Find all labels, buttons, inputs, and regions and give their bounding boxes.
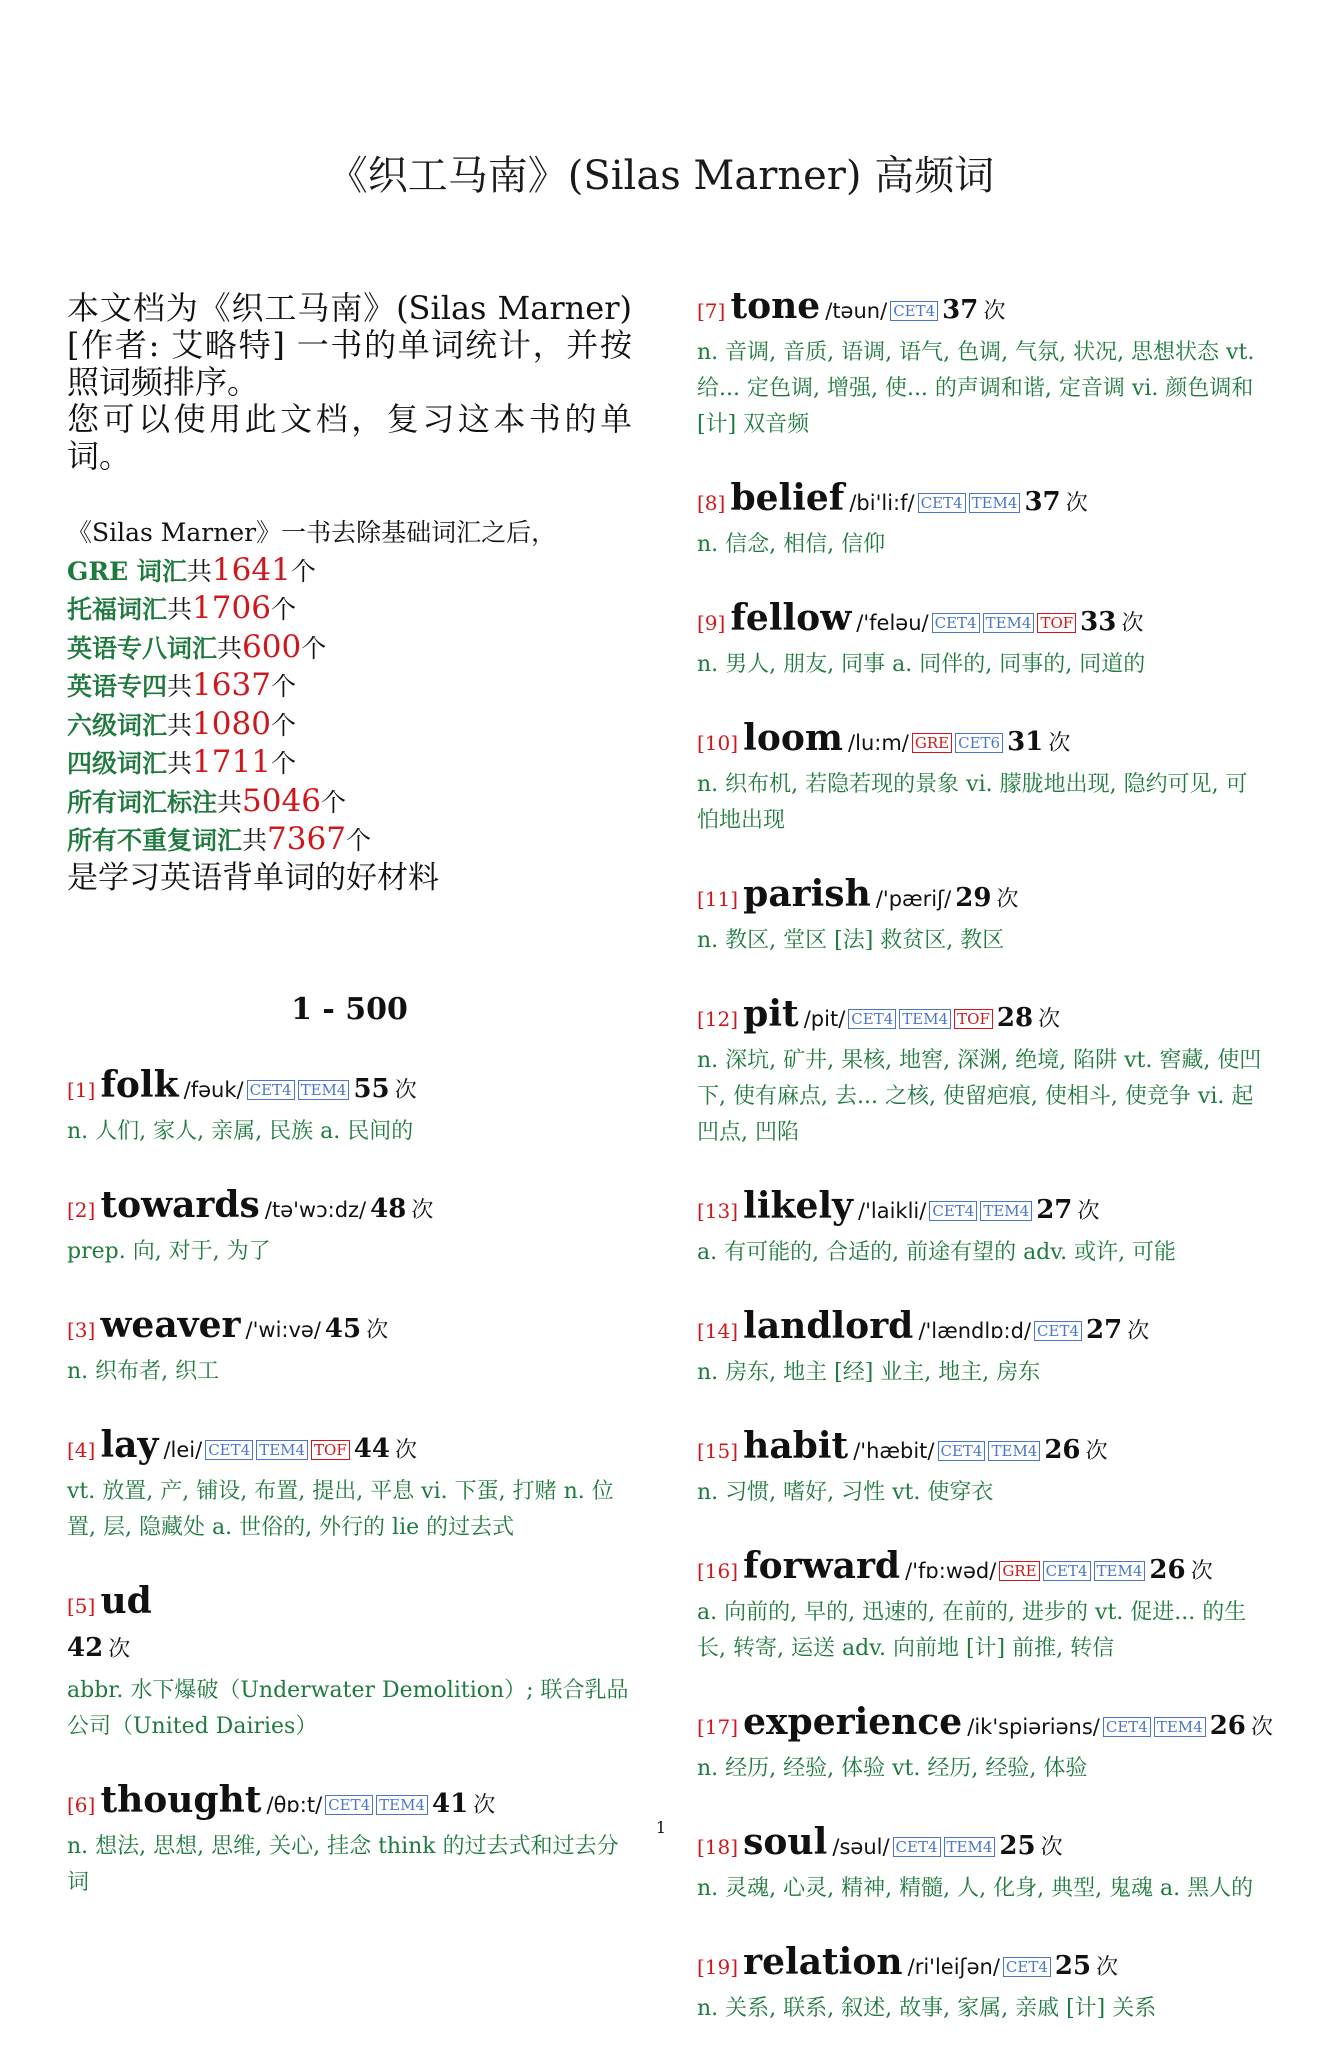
- count-suffix: 次: [1085, 1439, 1108, 1464]
- count-suffix: 次: [108, 1637, 131, 1662]
- exam-tag: TOF: [1037, 613, 1076, 633]
- stat-line: [67, 821, 632, 860]
- stat-gong: 共: [167, 710, 193, 740]
- entry-word: folk: [100, 1064, 179, 1106]
- entry-definition: n. 习惯, 嗜好, 习性 vt. 使穿衣: [697, 1480, 994, 1505]
- exam-tag: CET4: [1034, 1321, 1082, 1341]
- stat-count: 600: [242, 628, 302, 665]
- entry-head: [67, 1425, 632, 1472]
- entry-phonetic: /'lændlɒ:d/: [918, 1319, 1032, 1343]
- stats-tail: 是学习英语背单词的好材料: [67, 859, 439, 896]
- entry-word: experience: [743, 1701, 963, 1743]
- exam-tag: CET4: [325, 1795, 373, 1815]
- entry-index: [3]: [67, 1318, 96, 1342]
- word-entry: [697, 1426, 1265, 1511]
- entry-head: [67, 1305, 632, 1352]
- entry-definition: n. 房东, 地主 [经] 业主, 地主, 房东: [697, 1360, 1041, 1385]
- entry-index: [1]: [67, 1078, 96, 1102]
- word-entry: [697, 286, 1265, 443]
- entry-head: [697, 718, 1265, 765]
- entry-index: [7]: [697, 299, 726, 323]
- stat-count: 5046: [242, 782, 321, 819]
- entry-word: towards: [100, 1184, 260, 1226]
- exam-tag: TEM4: [256, 1440, 308, 1460]
- entry-count: 41: [431, 1789, 469, 1819]
- entry-phonetic: /lei/: [163, 1438, 203, 1462]
- entry-phonetic: /ri'leiʃən/: [907, 1955, 1000, 1979]
- count-suffix: 次: [1065, 491, 1088, 516]
- stat-gong: 共: [242, 826, 268, 855]
- word-entry: [67, 1305, 632, 1390]
- exam-tag: TOF: [954, 1009, 993, 1029]
- entry-head: [697, 1426, 1265, 1473]
- word-entry: [697, 994, 1265, 1151]
- count-suffix: 次: [983, 299, 1006, 324]
- entry-count: 48: [370, 1194, 407, 1224]
- exam-tag: CET4: [1043, 1561, 1091, 1581]
- exam-tag: CET4: [929, 1201, 977, 1221]
- word-entry: [67, 1425, 632, 1546]
- stat-gong: 共: [167, 595, 193, 624]
- entry-count: 55: [353, 1074, 390, 1104]
- entry-head: [697, 478, 1265, 525]
- stat-label: 四级词汇: [67, 749, 168, 778]
- stat-count: 1080: [192, 705, 271, 742]
- entry-definition: n. 灵魂, 心灵, 精神, 精髓, 人, 化身, 典型, 鬼魂 a. 黑人的: [697, 1876, 1254, 1901]
- exam-tag: CET4: [247, 1080, 295, 1100]
- exam-tag: CET4: [893, 1837, 941, 1857]
- page-number: 1: [655, 1818, 667, 1837]
- stat-unit: 个: [290, 556, 316, 586]
- entry-definition: vt. 放置, 产, 铺设, 布置, 提出, 平息 vi. 下蛋, 打赌 n. 位置, 层, 隐藏处 a. 世俗的, 外行的 lie 的过去式: [67, 1479, 614, 1540]
- entry-word: tone: [730, 285, 821, 327]
- stat-label: 英语专八词汇: [67, 633, 218, 663]
- entry-phonetic: /'feləu/: [856, 611, 929, 635]
- stat-unit: 个: [345, 826, 371, 855]
- stats-list: [67, 552, 632, 860]
- entry-phonetic: /təun/: [825, 299, 888, 323]
- entry-phonetic: /bi'li:f/: [849, 491, 915, 515]
- count-suffix: 次: [1121, 611, 1144, 636]
- entry-definition: n. 人们, 家人, 亲属, 民族 a. 民间的: [67, 1119, 414, 1144]
- entries-right: [697, 285, 1273, 2062]
- entry-head: [697, 1186, 1265, 1233]
- entry-phonetic: /səul/: [832, 1835, 890, 1859]
- exam-tag: TEM4: [944, 1837, 996, 1857]
- entry-index: [16]: [697, 1559, 739, 1583]
- exam-tag: GRE: [912, 733, 952, 753]
- entry-word: loom: [743, 717, 843, 759]
- entry-head: [67, 1065, 632, 1112]
- entry-word: parish: [743, 873, 871, 915]
- entries-left: [67, 1065, 632, 1901]
- word-entry: [697, 1306, 1265, 1391]
- entry-count: 26: [1209, 1711, 1246, 1741]
- exam-tag: CET4: [1103, 1717, 1151, 1737]
- stat-label: 六级词汇: [67, 710, 168, 740]
- stat-line: [67, 629, 632, 668]
- entry-word: relation: [743, 1941, 903, 1983]
- entry-definition: n. 男人, 朋友, 同事 a. 同伴的, 同事的, 同道的: [697, 652, 1146, 677]
- entry-phonetic: /lu:m/: [848, 731, 909, 755]
- entry-count: 27: [1036, 1195, 1073, 1225]
- entry-definition: n. 织布者, 织工: [67, 1359, 220, 1384]
- stat-gong: 共: [186, 556, 212, 586]
- exam-tag: TEM4: [980, 1201, 1032, 1221]
- count-suffix: 次: [1096, 1955, 1119, 1980]
- word-entry: [697, 598, 1265, 683]
- exam-tag: TOF: [311, 1440, 350, 1460]
- stat-line: [67, 590, 632, 629]
- page-title: 《织工马南》(Silas Marner) 高频词: [327, 153, 995, 199]
- count-suffix: 次: [1040, 1835, 1063, 1860]
- stat-line: [67, 706, 632, 745]
- entry-head: [697, 598, 1265, 645]
- stat-line: [67, 667, 632, 706]
- entry-word: likely: [743, 1185, 853, 1227]
- entry-definition: n. 深坑, 矿井, 果核, 地窖, 深渊, 绝境, 陷阱 vt. 窖藏, 使凹下, 使有麻点, 去... 之核, 使留疤痕, 使相斗, 使竞争 vi. 起凹点, 凹陷: [697, 1048, 1262, 1145]
- entry-count: 26: [1149, 1555, 1186, 1585]
- stat-count: 1706: [192, 590, 271, 626]
- entry-count: 37: [942, 295, 979, 325]
- entry-count: 25: [999, 1831, 1036, 1861]
- vocab-stats: [67, 515, 632, 896]
- stat-gong: 共: [167, 749, 193, 778]
- entry-word: belief: [730, 477, 845, 519]
- entry-index: [5]: [67, 1594, 96, 1618]
- entry-head: [697, 1306, 1265, 1353]
- stat-unit: 个: [320, 787, 346, 817]
- exam-tag: CET6: [955, 733, 1003, 753]
- entry-word: soul: [743, 1821, 828, 1863]
- entry-phonetic: /'fɒ:wəd/: [905, 1559, 997, 1583]
- stat-gong: 共: [167, 672, 193, 701]
- entry-index: [9]: [697, 611, 726, 635]
- exam-tag: TEM4: [1094, 1561, 1146, 1581]
- word-entry: [697, 1942, 1265, 2027]
- entry-count: 33: [1080, 607, 1117, 637]
- entry-count: 25: [1054, 1951, 1092, 1981]
- entry-index: [11]: [697, 887, 739, 911]
- exam-tag: CET4: [932, 613, 980, 633]
- entry-head: [697, 994, 1265, 1041]
- entry-phonetic: /'laikli/: [858, 1199, 927, 1223]
- stat-line: [67, 744, 632, 783]
- entry-head: [67, 1581, 632, 1671]
- count-suffix: 次: [996, 887, 1019, 912]
- entry-head: [697, 1546, 1265, 1593]
- entry-index: [4]: [67, 1438, 96, 1462]
- count-suffix: 次: [1038, 1007, 1061, 1032]
- entry-count: 42: [67, 1633, 104, 1663]
- entry-index: [17]: [697, 1715, 739, 1739]
- entry-count: 28: [996, 1003, 1034, 1033]
- exam-tag: CET4: [848, 1009, 896, 1029]
- entry-definition: a. 有可能的, 合适的, 前途有望的 adv. 或许, 可能: [697, 1240, 1177, 1265]
- intro-line-1: 本文档为《织工马南》(Silas Marner)[作者: 艾略特] 一书的单词统计，并按照词频排序。: [67, 289, 632, 401]
- exam-tag: CET4: [938, 1441, 986, 1461]
- entry-definition: a. 向前的, 早的, 迅速的, 在前的, 进步的 vt. 促进... 的生长, 转寄, 运送 adv. 向前地 [计] 前推, 转信: [697, 1600, 1247, 1661]
- stat-label: 所有词汇标注: [67, 787, 218, 817]
- range-heading: 1 - 500: [291, 992, 408, 1027]
- entry-count: 26: [1044, 1435, 1081, 1465]
- entry-phonetic: /'pæriʃ/: [875, 887, 952, 911]
- exam-tag: TEM4: [983, 613, 1035, 633]
- stat-label: 所有不重复词汇: [67, 826, 243, 855]
- entry-word: lay: [100, 1424, 159, 1466]
- exam-tag: TEM4: [988, 1441, 1040, 1461]
- entry-word: thought: [100, 1779, 262, 1821]
- entry-index: [18]: [697, 1835, 739, 1859]
- entry-definition: n. 信念, 相信, 信仰: [697, 532, 886, 557]
- stat-count: 7367: [267, 821, 346, 857]
- stats-intro: 《Silas Marner》一书去除基础词汇之后，: [67, 518, 557, 547]
- exam-tag: GRE: [999, 1561, 1039, 1581]
- entry-phonetic: /tə'wɔ:dz/: [264, 1198, 367, 1222]
- count-suffix: 次: [411, 1198, 434, 1223]
- exam-tag: TEM4: [376, 1795, 428, 1815]
- entry-definition: n. 音调, 音质, 语调, 语气, 色调, 气氛, 状况, 思想状态 vt. 给... 定色调, 增强, 使... 的声调和谐, 定音调 vi. 颜色调和 [计] 双音频: [697, 340, 1255, 437]
- entry-index: [15]: [697, 1439, 739, 1463]
- count-suffix: 次: [1250, 1715, 1273, 1740]
- word-entry: [697, 718, 1265, 839]
- entry-definition: prep. 向, 对于, 为了: [67, 1239, 271, 1264]
- entry-word: habit: [743, 1425, 849, 1467]
- count-suffix: 次: [1077, 1199, 1100, 1224]
- entry-head: [697, 286, 1265, 333]
- exam-tag: TEM4: [1154, 1717, 1206, 1737]
- count-suffix: 次: [1127, 1319, 1150, 1344]
- entry-definition: abbr. 水下爆破（Underwater Demolition）; 联合乳品公司（United Dairies）: [67, 1678, 629, 1739]
- entry-head: [697, 874, 1265, 921]
- word-entry: [697, 874, 1265, 959]
- entry-count: 37: [1024, 487, 1061, 517]
- stat-unit: 个: [270, 595, 296, 624]
- entry-head: [697, 1701, 1273, 1749]
- count-suffix: 次: [394, 1078, 417, 1103]
- stat-label: 托福词汇: [67, 595, 168, 624]
- exam-tag: TEM4: [899, 1009, 951, 1029]
- count-suffix: 次: [1190, 1559, 1213, 1584]
- left-column: [67, 290, 632, 1936]
- entry-definition: n. 想法, 思想, 思维, 关心, 挂念 think 的过去式和过去分词: [67, 1834, 619, 1895]
- intro-line-2: 您可以使用此文档，复习这本书的单词。: [67, 400, 632, 475]
- word-entry: [697, 478, 1265, 563]
- stat-label: GRE 词汇: [67, 556, 187, 586]
- entry-word: weaver: [100, 1304, 241, 1346]
- entry-word: fellow: [730, 597, 852, 639]
- word-entry: [67, 1780, 632, 1901]
- entry-word: pit: [743, 993, 799, 1035]
- stat-unit: 个: [270, 710, 296, 740]
- entry-head: [67, 1185, 632, 1232]
- word-entry: [697, 1701, 1273, 1787]
- count-suffix: 次: [1048, 731, 1071, 756]
- entry-count: 29: [955, 883, 992, 913]
- entry-head: [697, 1942, 1265, 1989]
- entry-count: 27: [1086, 1315, 1123, 1345]
- entry-phonetic: /ik'spiəriəns/: [967, 1715, 1100, 1739]
- count-suffix: 次: [473, 1793, 496, 1818]
- entry-phonetic: /fəuk/: [183, 1078, 244, 1102]
- entry-count: 44: [353, 1434, 390, 1464]
- stat-label: 英语专四: [67, 672, 168, 701]
- entry-phonetic: /θɒ:t/: [266, 1793, 323, 1817]
- entry-index: [8]: [697, 491, 726, 515]
- entry-phonetic: /'hæbit/: [853, 1439, 935, 1463]
- count-suffix: 次: [366, 1318, 389, 1343]
- stat-unit: 个: [270, 672, 296, 701]
- entry-count: 31: [1007, 727, 1044, 757]
- entry-index: [2]: [67, 1198, 96, 1222]
- exam-tag: TEM4: [969, 493, 1021, 513]
- entry-definition: n. 织布机, 若隐若现的景象 vi. 朦胧地出现, 隐约可见, 可怕地出现: [697, 772, 1248, 833]
- entry-phonetic: /'wi:və/: [245, 1318, 321, 1342]
- stat-line: [67, 783, 632, 822]
- entry-word: ud: [100, 1580, 152, 1622]
- stat-count: 1641: [211, 551, 291, 588]
- count-suffix: 次: [395, 1438, 418, 1463]
- stat-unit: 个: [270, 749, 296, 778]
- entry-index: [10]: [697, 731, 739, 755]
- stat-unit: 个: [301, 633, 327, 663]
- exam-tag: CET4: [890, 301, 938, 321]
- stat-gong: 共: [217, 633, 243, 663]
- exam-tag: CET4: [1003, 1957, 1051, 1977]
- stat-count: 1637: [192, 667, 271, 703]
- entry-word: landlord: [743, 1305, 914, 1347]
- entry-index: [12]: [697, 1007, 739, 1031]
- entry-index: [13]: [697, 1199, 739, 1223]
- entry-phonetic: /pit/: [803, 1007, 846, 1031]
- exam-tag: TEM4: [298, 1080, 350, 1100]
- entry-definition: n. 关系, 联系, 叙述, 故事, 家属, 亲戚 [计] 关系: [697, 1996, 1157, 2021]
- exam-tag: CET4: [918, 493, 966, 513]
- word-entry: [67, 1185, 632, 1270]
- entry-definition: n. 经历, 经验, 体验 vt. 经历, 经验, 体验: [697, 1756, 1088, 1781]
- stat-line: [67, 552, 632, 591]
- entry-count: 45: [324, 1314, 362, 1344]
- intro-paragraph: [67, 290, 632, 475]
- entry-definition: n. 教区, 堂区 [法] 救贫区, 教区: [697, 928, 1005, 953]
- entry-index: [14]: [697, 1319, 739, 1343]
- word-entry: [67, 1065, 632, 1150]
- entry-index: [6]: [67, 1793, 96, 1817]
- word-entry: [697, 1546, 1265, 1667]
- stat-gong: 共: [217, 787, 243, 817]
- stat-count: 1711: [192, 744, 271, 780]
- word-entry: [697, 1186, 1265, 1271]
- entry-index: [19]: [697, 1955, 739, 1979]
- exam-tag: CET4: [205, 1440, 253, 1460]
- word-entry: [67, 1581, 632, 1745]
- entry-word: forward: [743, 1545, 901, 1587]
